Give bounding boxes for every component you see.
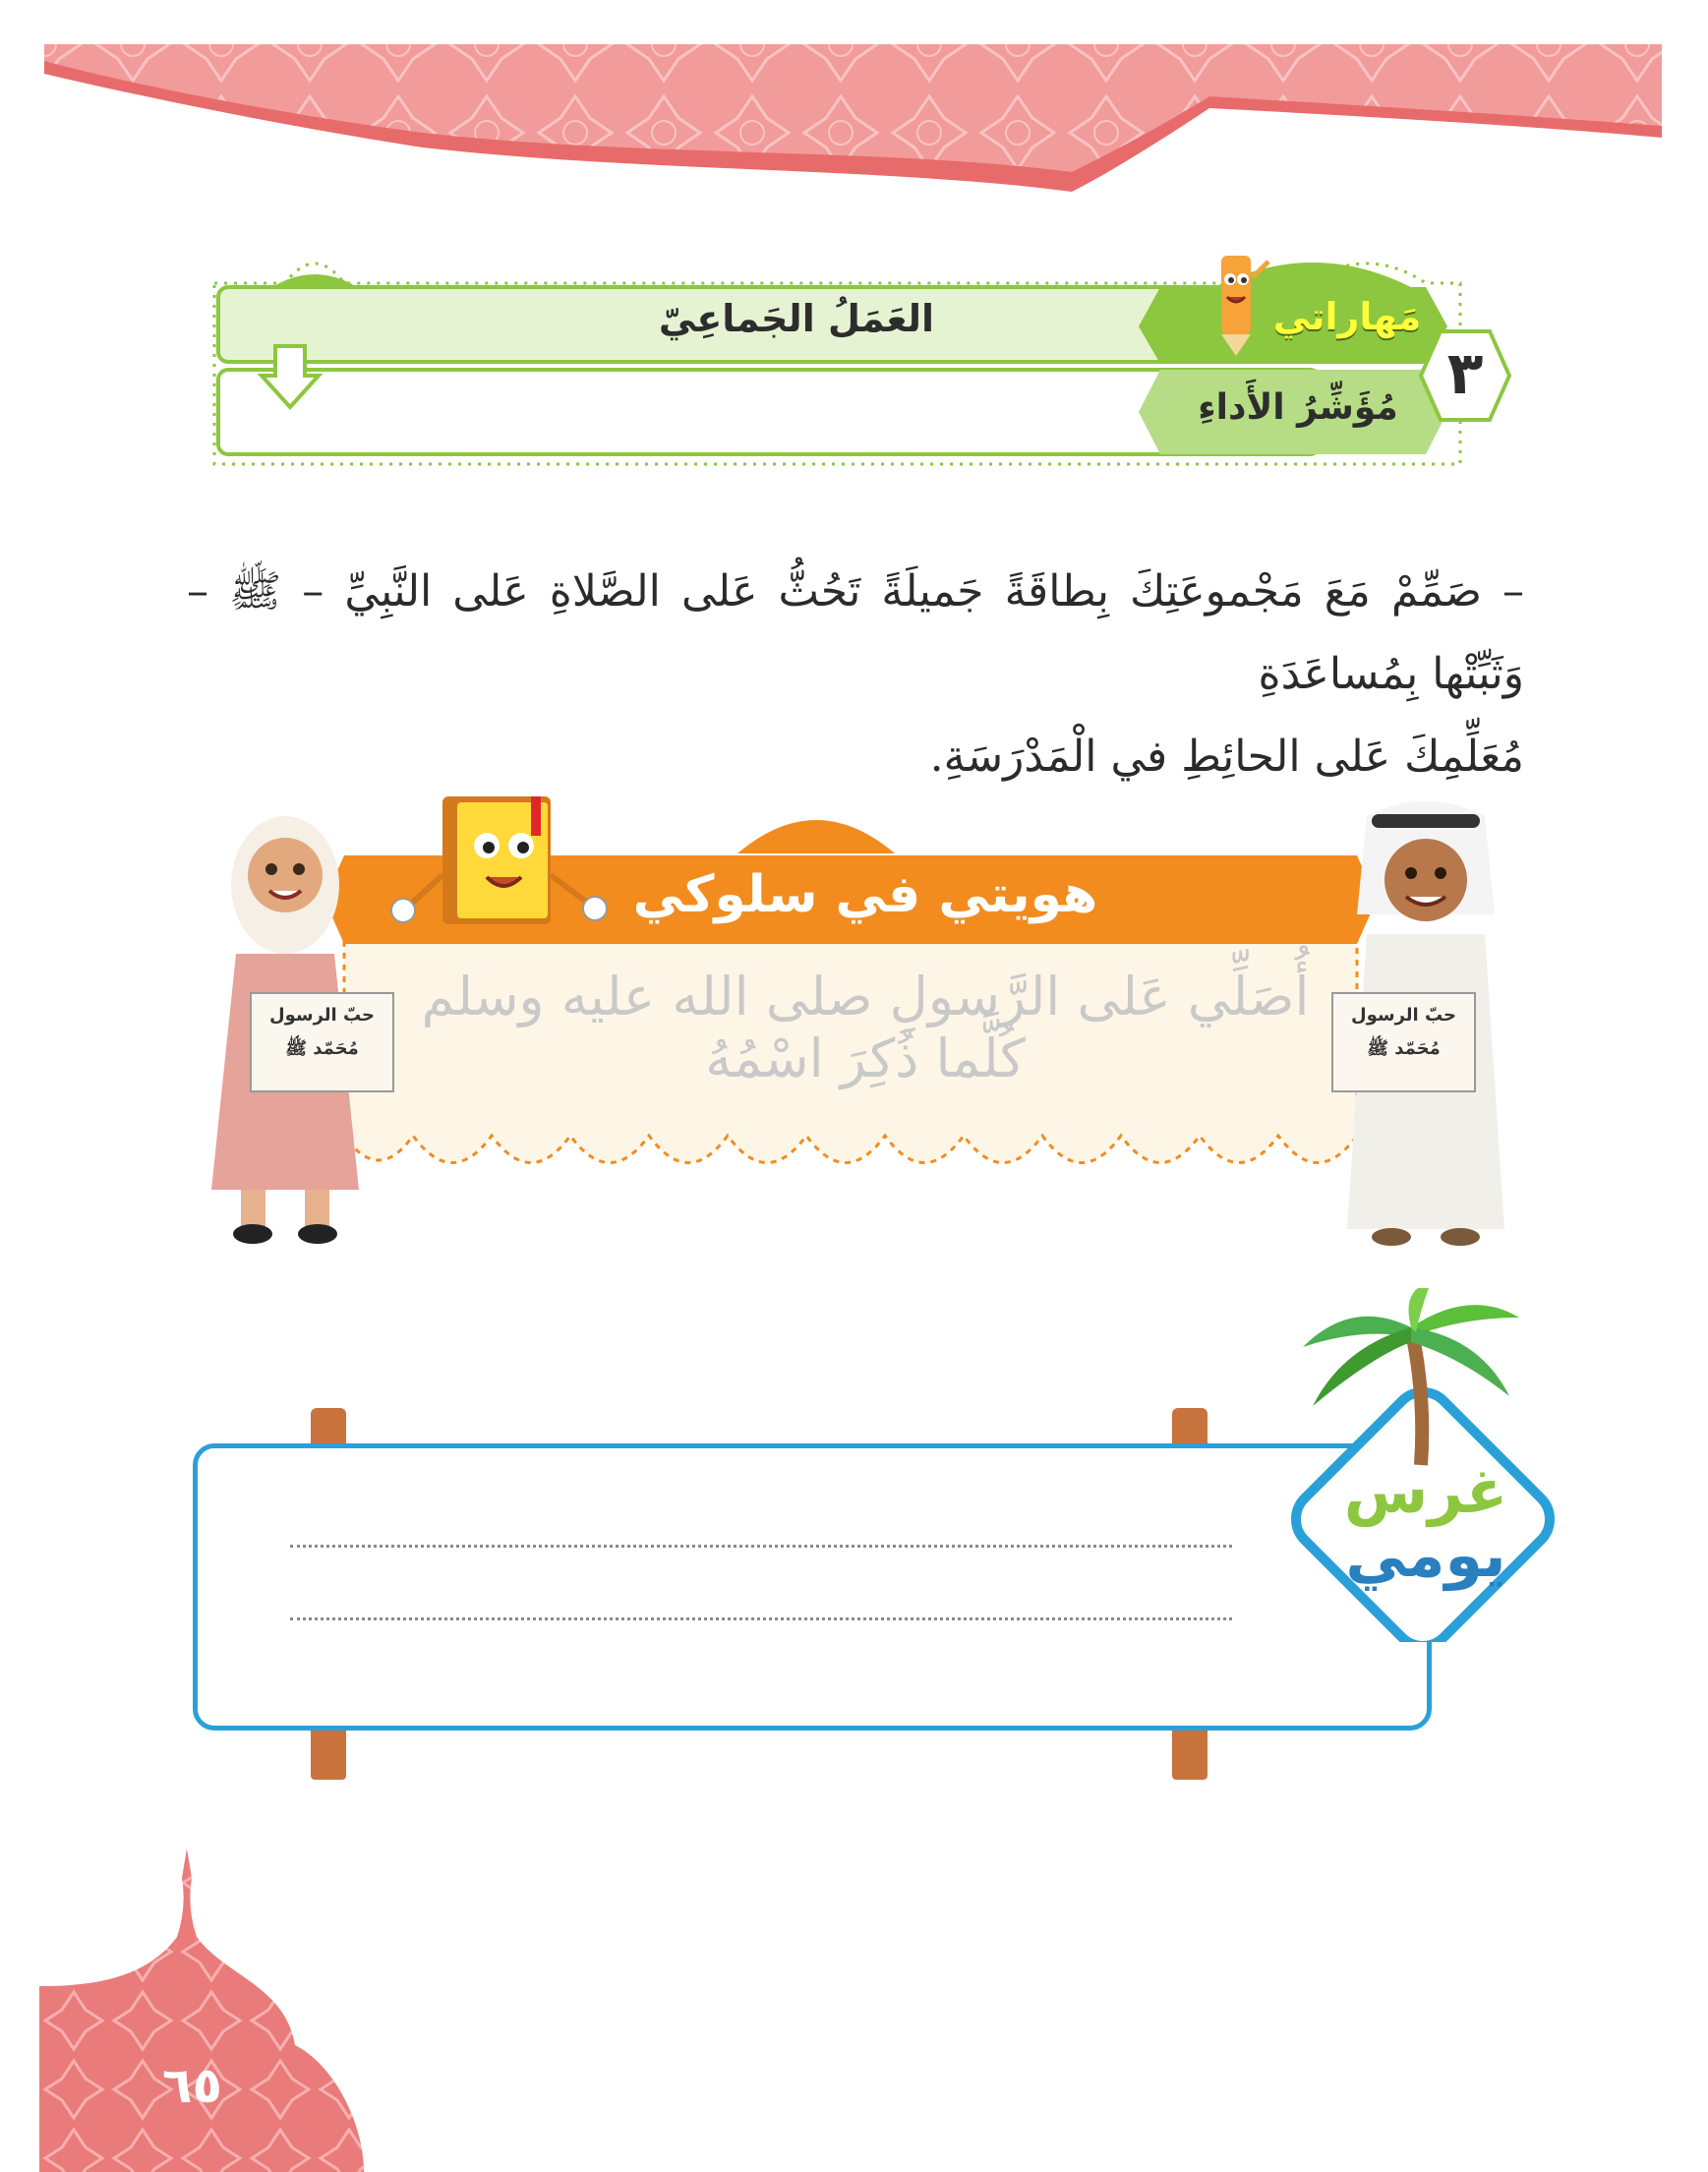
writing-line-2[interactable] — [290, 1617, 1232, 1620]
page-number-dome — [39, 1849, 413, 2172]
badge-word-2: يومي — [1345, 1519, 1506, 1591]
identity-title: هويتي في سلوكي — [632, 865, 1098, 924]
instruction-line-2: مُعَلِّمِكَ عَلى الحائِطِ في الْمَدْرَسَةِ. — [929, 732, 1524, 782]
badge-word-1: غرس — [1343, 1455, 1508, 1527]
writing-line-1[interactable] — [290, 1545, 1232, 1548]
sign-line-2: مُحَمّد ﷺ — [285, 1038, 359, 1059]
traced-sentence: أُصَلِّي عَلى الرَّسولِ صلى الله عليه وسلم كُلَّما ذُكِرَ اسْمُهُ — [421, 966, 1310, 1089]
page-number: ٦٥ — [162, 2057, 223, 2114]
sign-line-1: حبّ الرسول — [1350, 1005, 1457, 1026]
skills-label: مَهاراتي — [1272, 295, 1422, 338]
skill-header — [206, 248, 1485, 474]
sign-line-1: حبّ الرسول — [268, 1005, 376, 1026]
lesson-title: العَمَلُ الجَماعِيّ — [658, 297, 935, 340]
daily-badge — [1264, 1288, 1588, 1642]
boy-sign — [1332, 1005, 1475, 1063]
indicator-label: مُؤَشِّرُ الأَداءِ — [1198, 387, 1398, 428]
instruction-line-1: – صَمِّمْ مَعَ مَجْموعَتِكَ بِطاقَةً جَميلَةً تَحُثُّ عَلى الصَّلاةِ عَلى النَّبِيِّ – ﷺ – وَثَبِّتْها بِمُساعَدَةِ — [187, 566, 1524, 699]
skill-number: ٣ — [1446, 339, 1484, 408]
sign-line-2: مُحَمّد ﷺ — [1367, 1038, 1441, 1059]
header-banner — [0, 0, 1708, 256]
writing-board[interactable] — [193, 1443, 1432, 1731]
down-arrow-icon — [256, 342, 324, 413]
girl-sign — [251, 1005, 393, 1063]
identity-section — [197, 796, 1514, 1249]
activity-instruction — [187, 551, 1524, 798]
